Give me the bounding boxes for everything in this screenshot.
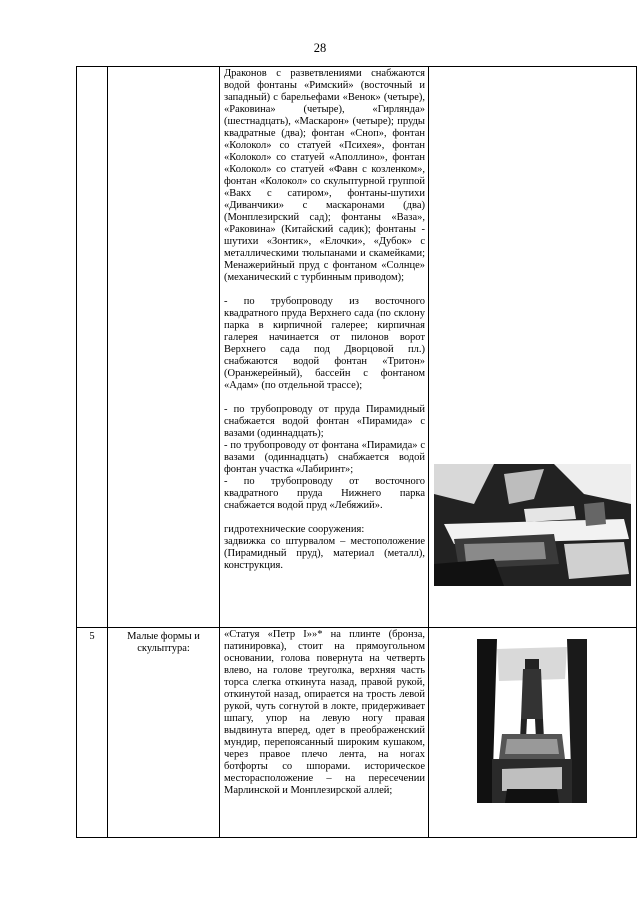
row-photo-cell [429,628,637,838]
description-paragraph: Драконов с разветвлениями снабжаются водой фонтаны «Римский» (восточный и западный) с барельефами «Венок» (четыре), «Раковина» (четыре), «Гирлянда» (шестнадцать), «Маскарон» (четыре); пруды квадратные (два); фонтан «Сноп», фонтан «Колокол» со статуей «Психея», фонтан «Колокол» со статуей «Аполлино», фонтан «Колокол» со статуей «Фавн с козленком», фонтан «Колокол» со скульптурной группой «Вакх с сатиром», фонтаны-шутихи «Диванчики» с маскаронами (два) (Монплезирский сад); фонтаны «Ваза», «Раковина» (Китайский садик); фонтаны - шутихи «Зонтик», «Елочки», «Дубок» с металлическими тюльпанами и скамейками; Менажерийный пруд с фонтаном «Солнце» (механический с турбинным приводом); [224,68,425,283]
description-paragraph: гидротехнические сооружения: [224,524,365,535]
description-paragraph: задвижка со штурвалом – местоположение (Пирамидный пруд), материал (металл), конструкция. [224,536,425,571]
description-paragraph: «Статуя «Петр I»»* на плинте (бронза, патинировка), стоит на прямоугольном основании, голова повернута на четверть влево, на голове треуголка, верхняя часть торса слегка откинута назад, правой рукой, откинутой назад, опирается на трость левой рукой, чуть согнутой в локте, придерживает шпагу, упор на левую ногу правая выдвинута вперед, одет в преображенский мундир, перепоясанный широким кушаком, через правое плечо лента, на ногах ботфорты со шпорами. историческое месторасположение – на пересечении Марлинской и Монплезирской аллей; [224,629,425,796]
row-category [108,67,220,628]
row-photo-cell [429,67,637,628]
description-paragraph: - по трубопроводу от пруда Пирамидный снабжается водой фонтан «Пирамида» с вазами (одиннадцать); [224,404,425,439]
table-row [77,628,637,838]
peter-statue-photo [477,639,587,803]
monument-table [76,66,637,838]
row-number [77,67,108,628]
description-paragraph: - по трубопроводу от восточного квадратного пруда Нижнего парка снабжается водой пруд «Лебяжий». [224,476,425,511]
row-category: Малые формы и скульптура: [108,628,220,838]
table-row [77,67,637,628]
row-number: 5 [77,628,108,838]
row-description [220,628,429,838]
description-paragraph: - по трубопроводу из восточного квадратного пруда Верхнего сада (по склону парка в кирпичной галерее; кирпичная галерея начинается от пилонов ворот Верхнего сада под Дворцовой пл.) снабжаются водой фонтан «Тритон» (Оранжерейный), бассейн с фонтаном «Адам» (по отдельной трассе); [224,296,425,391]
description-paragraph: - по трубопроводу от фонтана «Пирамида» с вазами (одиннадцать) снабжается водой фонтан участка «Лабиринт»; [224,440,425,475]
page-number: 28 [313,41,327,55]
pond-sluice-photo [434,464,631,586]
row-description [220,67,429,628]
